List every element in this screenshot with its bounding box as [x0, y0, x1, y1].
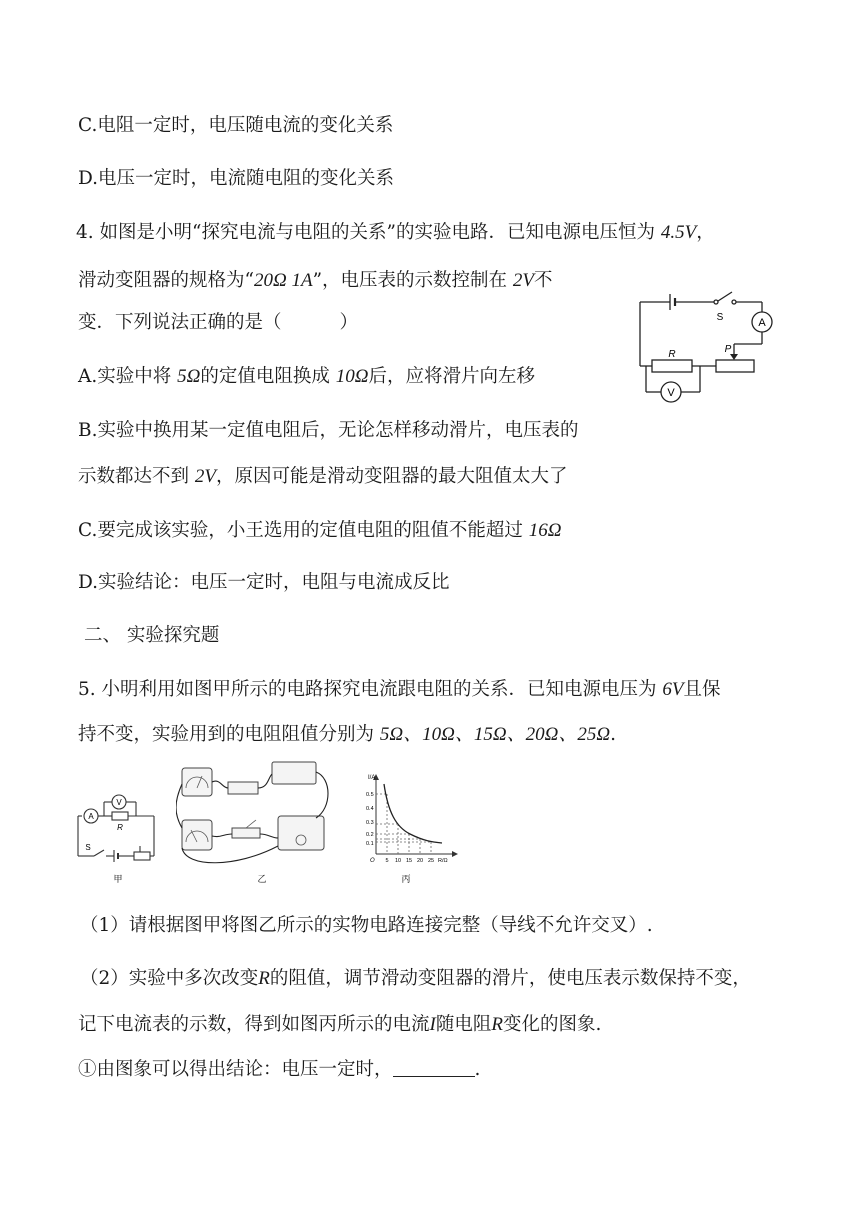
q4-stem-text: ） [339, 312, 359, 333]
q4-opt-math: 5Ω [177, 366, 201, 387]
q5-sub2-item1 [78, 1057, 480, 1083]
q5-text: 记下电流表的示数，得到如图丙所示的电流 [78, 1014, 430, 1035]
q4-stem-text: 变．下列说法正确的是（ [78, 312, 282, 333]
switch-label: S [716, 312, 724, 323]
q4-opt-text: ，原因可能是滑动变阻器的最大阻值太大了 [216, 466, 568, 487]
ammeter-label: A [88, 812, 94, 821]
resistor-label: R [668, 349, 676, 360]
q5-resistances: 5Ω、10Ω、15Ω、20Ω、25Ω [379, 724, 611, 745]
section-title: 二、 实验探究题 [84, 625, 220, 646]
q4-rheostat-spec: 20Ω 1A [253, 270, 313, 291]
q4-opt-math: 10Ω [335, 366, 369, 387]
switch-blade [94, 850, 104, 856]
q5-stem-line2 [78, 722, 616, 748]
q5-text: 随电阻 [435, 1014, 492, 1035]
rheostat-device [272, 762, 316, 784]
q5-text: （2）实验中多次改变 [80, 968, 259, 989]
x-axis-label: R/Ω [438, 858, 448, 864]
q4-opt-text: 示数都达不到 [78, 466, 195, 487]
fig-jia-caption: 甲 [113, 874, 123, 884]
q5-sub2-line2 [78, 1012, 601, 1038]
q4-option-d: D.实验结论：电压一定时，电阻与电流成反比 [78, 572, 450, 593]
switch-label: S [85, 843, 91, 852]
q5-stem-text: 5. 小明利用如图甲所示的电路探究电流跟电阻的关系．已知电源电压为 [78, 679, 663, 700]
switch-contact [714, 300, 718, 304]
x-tick: 5 [385, 858, 389, 864]
fig-bing-caption: 丙 [401, 874, 411, 884]
q4-control-voltage: 2V [512, 270, 535, 291]
q3-option-c: C.电阻一定时，电压随电流的变化关系 [78, 115, 394, 136]
q5-math: R [491, 1014, 503, 1035]
q5-stem-text: 且保 [683, 679, 721, 700]
resistor-device [228, 782, 258, 794]
guide-lines [376, 794, 431, 854]
q4-opt-text: C.要完成该实验，小王选用的定值电阻的阻值不能超过 [78, 520, 529, 541]
rheostat-box [716, 360, 754, 372]
fig-yi-caption: 乙 [257, 874, 267, 884]
fig-bing-graph [362, 772, 466, 888]
q4-circuit-figure [634, 288, 780, 412]
x-tick: 25 [427, 858, 435, 864]
q4-punct: ， [696, 222, 715, 243]
y-tick: 0.1 [366, 841, 374, 847]
q4-stem-text: ”，电压表的示数控制在 [312, 270, 513, 291]
q5-stem-line1 [78, 677, 721, 703]
ammeter-label: A [758, 317, 766, 329]
voltmeter-device [182, 768, 212, 796]
q4-stem-line3 [78, 310, 358, 336]
q4-opt-text: 后，应将滑片向左移 [368, 366, 536, 387]
slider-label: P [724, 344, 732, 355]
q4-stem-text: 4. 如图是小明“探究电流与电阻的关系”的实验电路．已知电源电压恒为 [76, 222, 661, 243]
rheostat-box [134, 852, 150, 860]
q4-voltage: 4.5V [660, 222, 697, 243]
switch-device [232, 828, 260, 838]
voltmeter-label: V [116, 798, 122, 807]
q5-sub2-line1 [80, 966, 751, 992]
q4-opt-math: 2V [194, 466, 216, 487]
q5-stem-text: . [610, 724, 616, 745]
q5-text: ①由图象可以得出结论：电压一定时， [78, 1059, 393, 1080]
origin-label: O [370, 858, 375, 864]
q4-opt-math: 16Ω [528, 520, 562, 541]
y-tick: 0.3 [366, 820, 374, 826]
fig-jia-circuit [74, 786, 164, 886]
x-tick: 20 [416, 858, 424, 864]
x-tick: 10 [394, 858, 402, 864]
q5-stem-text: 持不变，实验用到的电阻阻值分别为 [78, 724, 380, 745]
q5-text: 变化的图象. [502, 1014, 602, 1035]
q4-option-a [78, 364, 535, 390]
switch-blade [718, 292, 732, 301]
resistor-box [112, 812, 128, 820]
q4-stem-text: 滑动变阻器的规格为“ [78, 270, 254, 291]
resistor-box [652, 360, 692, 372]
y-tick: 0.4 [366, 806, 374, 812]
q4-option-b-line1: B.实验中换用某一定值电阻后，无论怎样移动滑片，电压表的 [78, 420, 579, 441]
y-tick: 0.2 [366, 832, 374, 838]
q5-text: . [474, 1059, 481, 1080]
y-axis-label: I/A [368, 775, 376, 781]
q4-stem-line2 [78, 268, 553, 294]
voltmeter-label: V [667, 387, 675, 399]
q5-math: R [258, 968, 270, 989]
q4-opt-text: 的定值电阻换成 [200, 366, 336, 387]
y-tick: 0.5 [366, 792, 374, 798]
resistor-label: R [117, 823, 123, 832]
q5-sub1: （1）请根据图甲将图乙所示的实物电路连接完整（导线不允许交叉）. [80, 915, 653, 936]
q4-opt-text: A.实验中将 [78, 366, 178, 387]
fig-yi-apparatus [176, 758, 348, 888]
q5-math: I [429, 1014, 436, 1035]
q4-stem-text: 不 [534, 270, 553, 291]
answer-blank[interactable] [393, 1058, 475, 1077]
q4-option-c [78, 518, 562, 544]
q4-stem-line1 [76, 220, 715, 246]
q4-option-b-line2 [78, 464, 568, 490]
q5-text: 的阻值，调节滑动变阻器的滑片，使电压表示数保持不变， [269, 968, 751, 989]
q3-option-d: D.电压一定时，电流随电阻的变化关系 [78, 168, 395, 189]
q5-voltage: 6V [662, 679, 684, 700]
x-tick: 15 [405, 858, 413, 864]
ammeter-device [182, 820, 212, 850]
